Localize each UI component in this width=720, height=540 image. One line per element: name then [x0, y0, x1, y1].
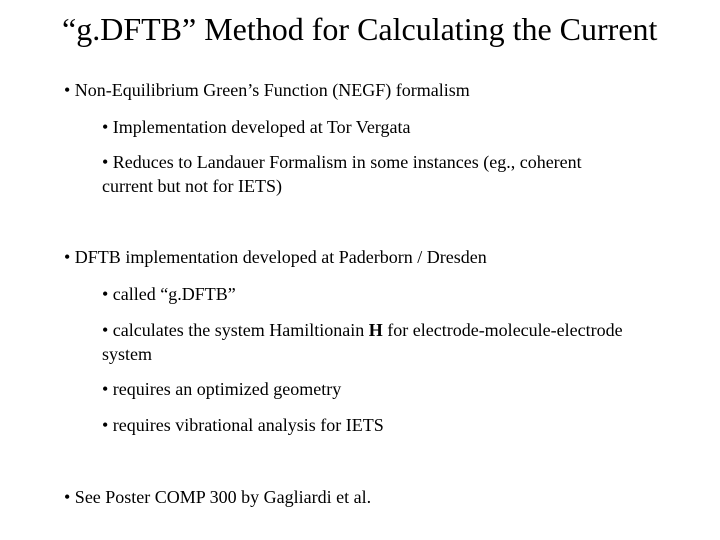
hamiltonian-symbol: H: [368, 320, 383, 340]
hamiltonian-text-prefix: • calculates the system Hamiltionain: [102, 320, 369, 340]
sub-bullet-called: • called “g.DFTB”: [102, 284, 236, 304]
sub-bullet-hamiltonian-line1: [102, 319, 623, 341]
sub-bullet-hamiltonian-line2: system: [102, 344, 153, 364]
hamiltonian-text-suffix: for electrode-molecule-electrode: [382, 320, 623, 340]
sub-bullet-vibrational: • requires vibrational analysis for IETS: [102, 415, 384, 435]
bullet-negf: • Non-Equilibrium Green’s Function (NEGF) formalism: [64, 80, 470, 100]
slide-title: “g.DFTB” Method for Calculating the Current: [62, 11, 658, 47]
sub-bullet-landauer-line1: • Reduces to Landauer Formalism in some instances (eg., coherent: [102, 152, 582, 172]
bullet-dftb: • DFTB implementation developed at Paderborn / Dresden: [64, 247, 487, 267]
sub-bullet-landauer-line2: current but not for IETS): [102, 176, 282, 196]
sub-bullet-geometry: • requires an optimized geometry: [102, 379, 342, 399]
bullet-poster: • See Poster COMP 300 by Gagliardi et al.: [64, 487, 372, 507]
sub-bullet-tor-vergata: • Implementation developed at Tor Vergata: [102, 117, 411, 137]
